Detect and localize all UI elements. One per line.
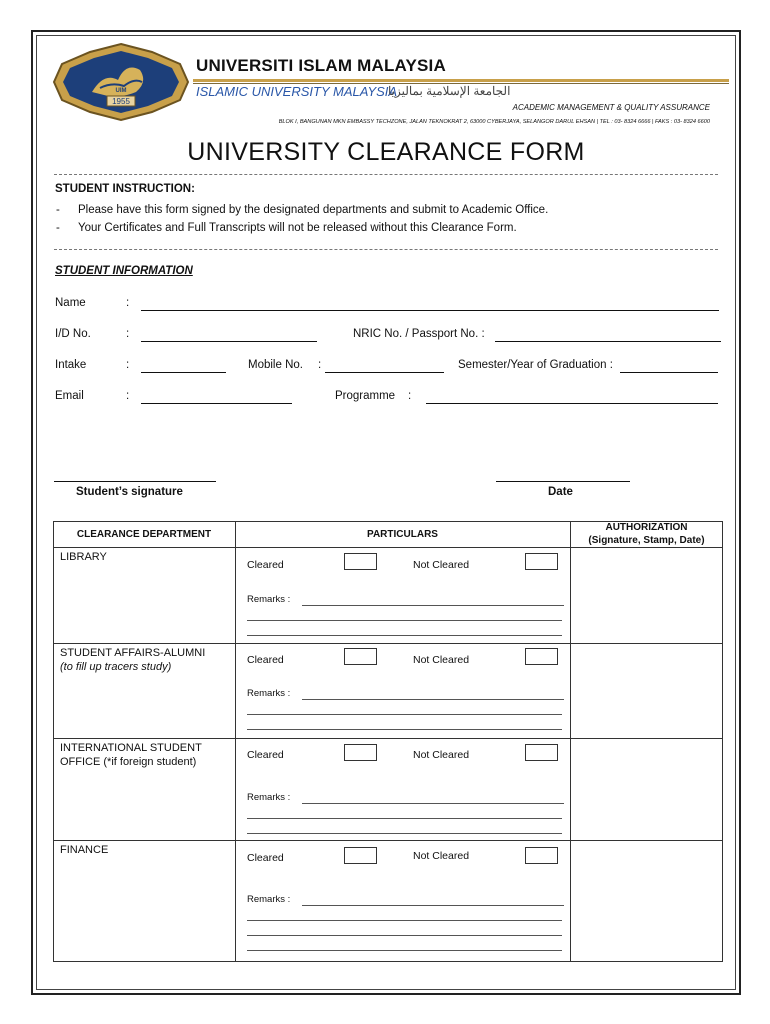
mobile-label: Mobile No. (248, 359, 303, 371)
remarks-label: Remarks : (247, 688, 291, 699)
department-library: LIBRARY (60, 551, 107, 563)
colon: : (126, 390, 130, 402)
table-row-divider (53, 643, 723, 644)
university-name-arabic: الجامعة الإسلامية بماليزيا (388, 84, 511, 98)
remarks-field[interactable] (247, 818, 562, 819)
dashed-divider (54, 174, 718, 175)
bullet-marker: - (56, 222, 60, 234)
university-name: UNIVERSITI ISLAM MALAYSIA (196, 56, 446, 75)
authorization-column-header: AUTHORIZATION (605, 522, 688, 533)
intake-field[interactable] (141, 372, 226, 373)
name-field[interactable] (141, 310, 719, 311)
department-name: ACADEMIC MANAGEMENT & QUALITY ASSURANCE (512, 103, 710, 112)
nric-field[interactable] (495, 341, 721, 342)
form-title: UNIVERSITY CLEARANCE FORM (187, 138, 585, 166)
colon: : (126, 297, 130, 309)
semester-label: Semester/Year of Graduation : (458, 359, 613, 371)
id-label: I/D No. (55, 328, 91, 340)
remarks-field[interactable] (247, 920, 562, 921)
bullet-marker: - (56, 204, 60, 216)
programme-field[interactable] (426, 403, 718, 404)
student-info-heading: STUDENT INFORMATION (55, 265, 193, 277)
table-row-divider (53, 840, 723, 841)
name-label: Name (55, 297, 86, 309)
not-cleared-checkbox[interactable] (525, 744, 558, 761)
university-address: BLOK I, BANGUNAN MKN EMBASSY TECHZONE, JALAN TEKNOKRAT 2, 63000 CYBERJAYA, SELANGOR DARUL EHSAN | TEL : 03- 8324 6666 | FAKS : 03- 8324 6600 (278, 119, 710, 125)
remarks-field[interactable] (302, 905, 564, 906)
remarks-field[interactable] (302, 605, 564, 606)
not-cleared-label: Not Cleared (413, 749, 470, 761)
colon: : (126, 359, 130, 371)
cleared-label: Cleared (247, 852, 284, 864)
email-label: Email (55, 390, 84, 402)
remarks-field[interactable] (302, 803, 564, 804)
university-name-english: ISLAMIC UNIVERSITY MALAYSIA (196, 84, 398, 99)
student-signature-field[interactable] (54, 481, 216, 482)
department-note: OFFICE (*if foreign student) (60, 756, 197, 768)
colon: : (408, 390, 412, 402)
remarks-field[interactable] (247, 620, 562, 621)
authorization-column-subheader: (Signature, Stamp, Date) (588, 535, 705, 546)
cleared-label: Cleared (247, 749, 284, 761)
colon: : (126, 328, 130, 340)
instruction-heading: STUDENT INSTRUCTION: (55, 183, 195, 195)
remarks-label: Remarks : (247, 594, 291, 605)
cleared-checkbox[interactable] (344, 744, 377, 761)
remarks-field[interactable] (247, 833, 562, 834)
mobile-field[interactable] (325, 372, 444, 373)
semester-field[interactable] (620, 372, 718, 373)
date-label: Date (548, 486, 573, 498)
department-student-affairs: STUDENT AFFAIRS-ALUMNI (60, 647, 206, 659)
university-logo-icon (52, 42, 190, 122)
department-international-office: INTERNATIONAL STUDENT (60, 742, 202, 754)
cleared-checkbox[interactable] (344, 553, 377, 570)
instruction-item: Your Certificates and Full Transcripts will not be released without this Clearance Form. (78, 222, 517, 234)
remarks-label: Remarks : (247, 894, 291, 905)
remarks-label: Remarks : (247, 792, 291, 803)
remarks-field[interactable] (247, 935, 562, 936)
not-cleared-label: Not Cleared (413, 559, 470, 571)
header-rule (193, 79, 729, 82)
particulars-column-header: PARTICULARS (367, 529, 438, 540)
date-field[interactable] (496, 481, 630, 482)
remarks-field[interactable] (247, 950, 562, 951)
logo-year: 1955 (112, 97, 130, 106)
not-cleared-label: Not Cleared (413, 654, 470, 666)
remarks-field[interactable] (247, 729, 562, 730)
colon: : (318, 359, 322, 371)
cleared-checkbox[interactable] (344, 648, 377, 665)
department-column-header: CLEARANCE DEPARTMENT (76, 529, 212, 540)
department-finance: FINANCE (60, 844, 109, 856)
table-col-divider (235, 521, 236, 962)
not-cleared-checkbox[interactable] (525, 648, 558, 665)
remarks-field[interactable] (247, 714, 562, 715)
logo-text: UIM (115, 88, 127, 94)
cleared-label: Cleared (247, 654, 284, 666)
remarks-field[interactable] (302, 699, 564, 700)
student-signature-label: Student’s signature (76, 486, 183, 498)
instruction-item: Please have this form signed by the designated departments and submit to Academic Office. (78, 204, 549, 216)
intake-label: Intake (55, 359, 87, 371)
dashed-divider (54, 249, 718, 250)
not-cleared-checkbox[interactable] (525, 847, 558, 864)
remarks-field[interactable] (247, 635, 562, 636)
department-note: (to fill up tracers study) (60, 661, 172, 673)
cleared-checkbox[interactable] (344, 847, 377, 864)
email-field[interactable] (141, 403, 292, 404)
table-col-divider (570, 521, 571, 962)
table-header-divider (53, 547, 723, 548)
programme-label: Programme (335, 390, 396, 402)
not-cleared-label: Not Cleared (413, 850, 470, 862)
nric-label: NRIC No. / Passport No. : (353, 328, 485, 340)
cleared-label: Cleared (247, 559, 284, 571)
not-cleared-checkbox[interactable] (525, 553, 558, 570)
id-field[interactable] (141, 341, 317, 342)
table-row-divider (53, 738, 723, 739)
